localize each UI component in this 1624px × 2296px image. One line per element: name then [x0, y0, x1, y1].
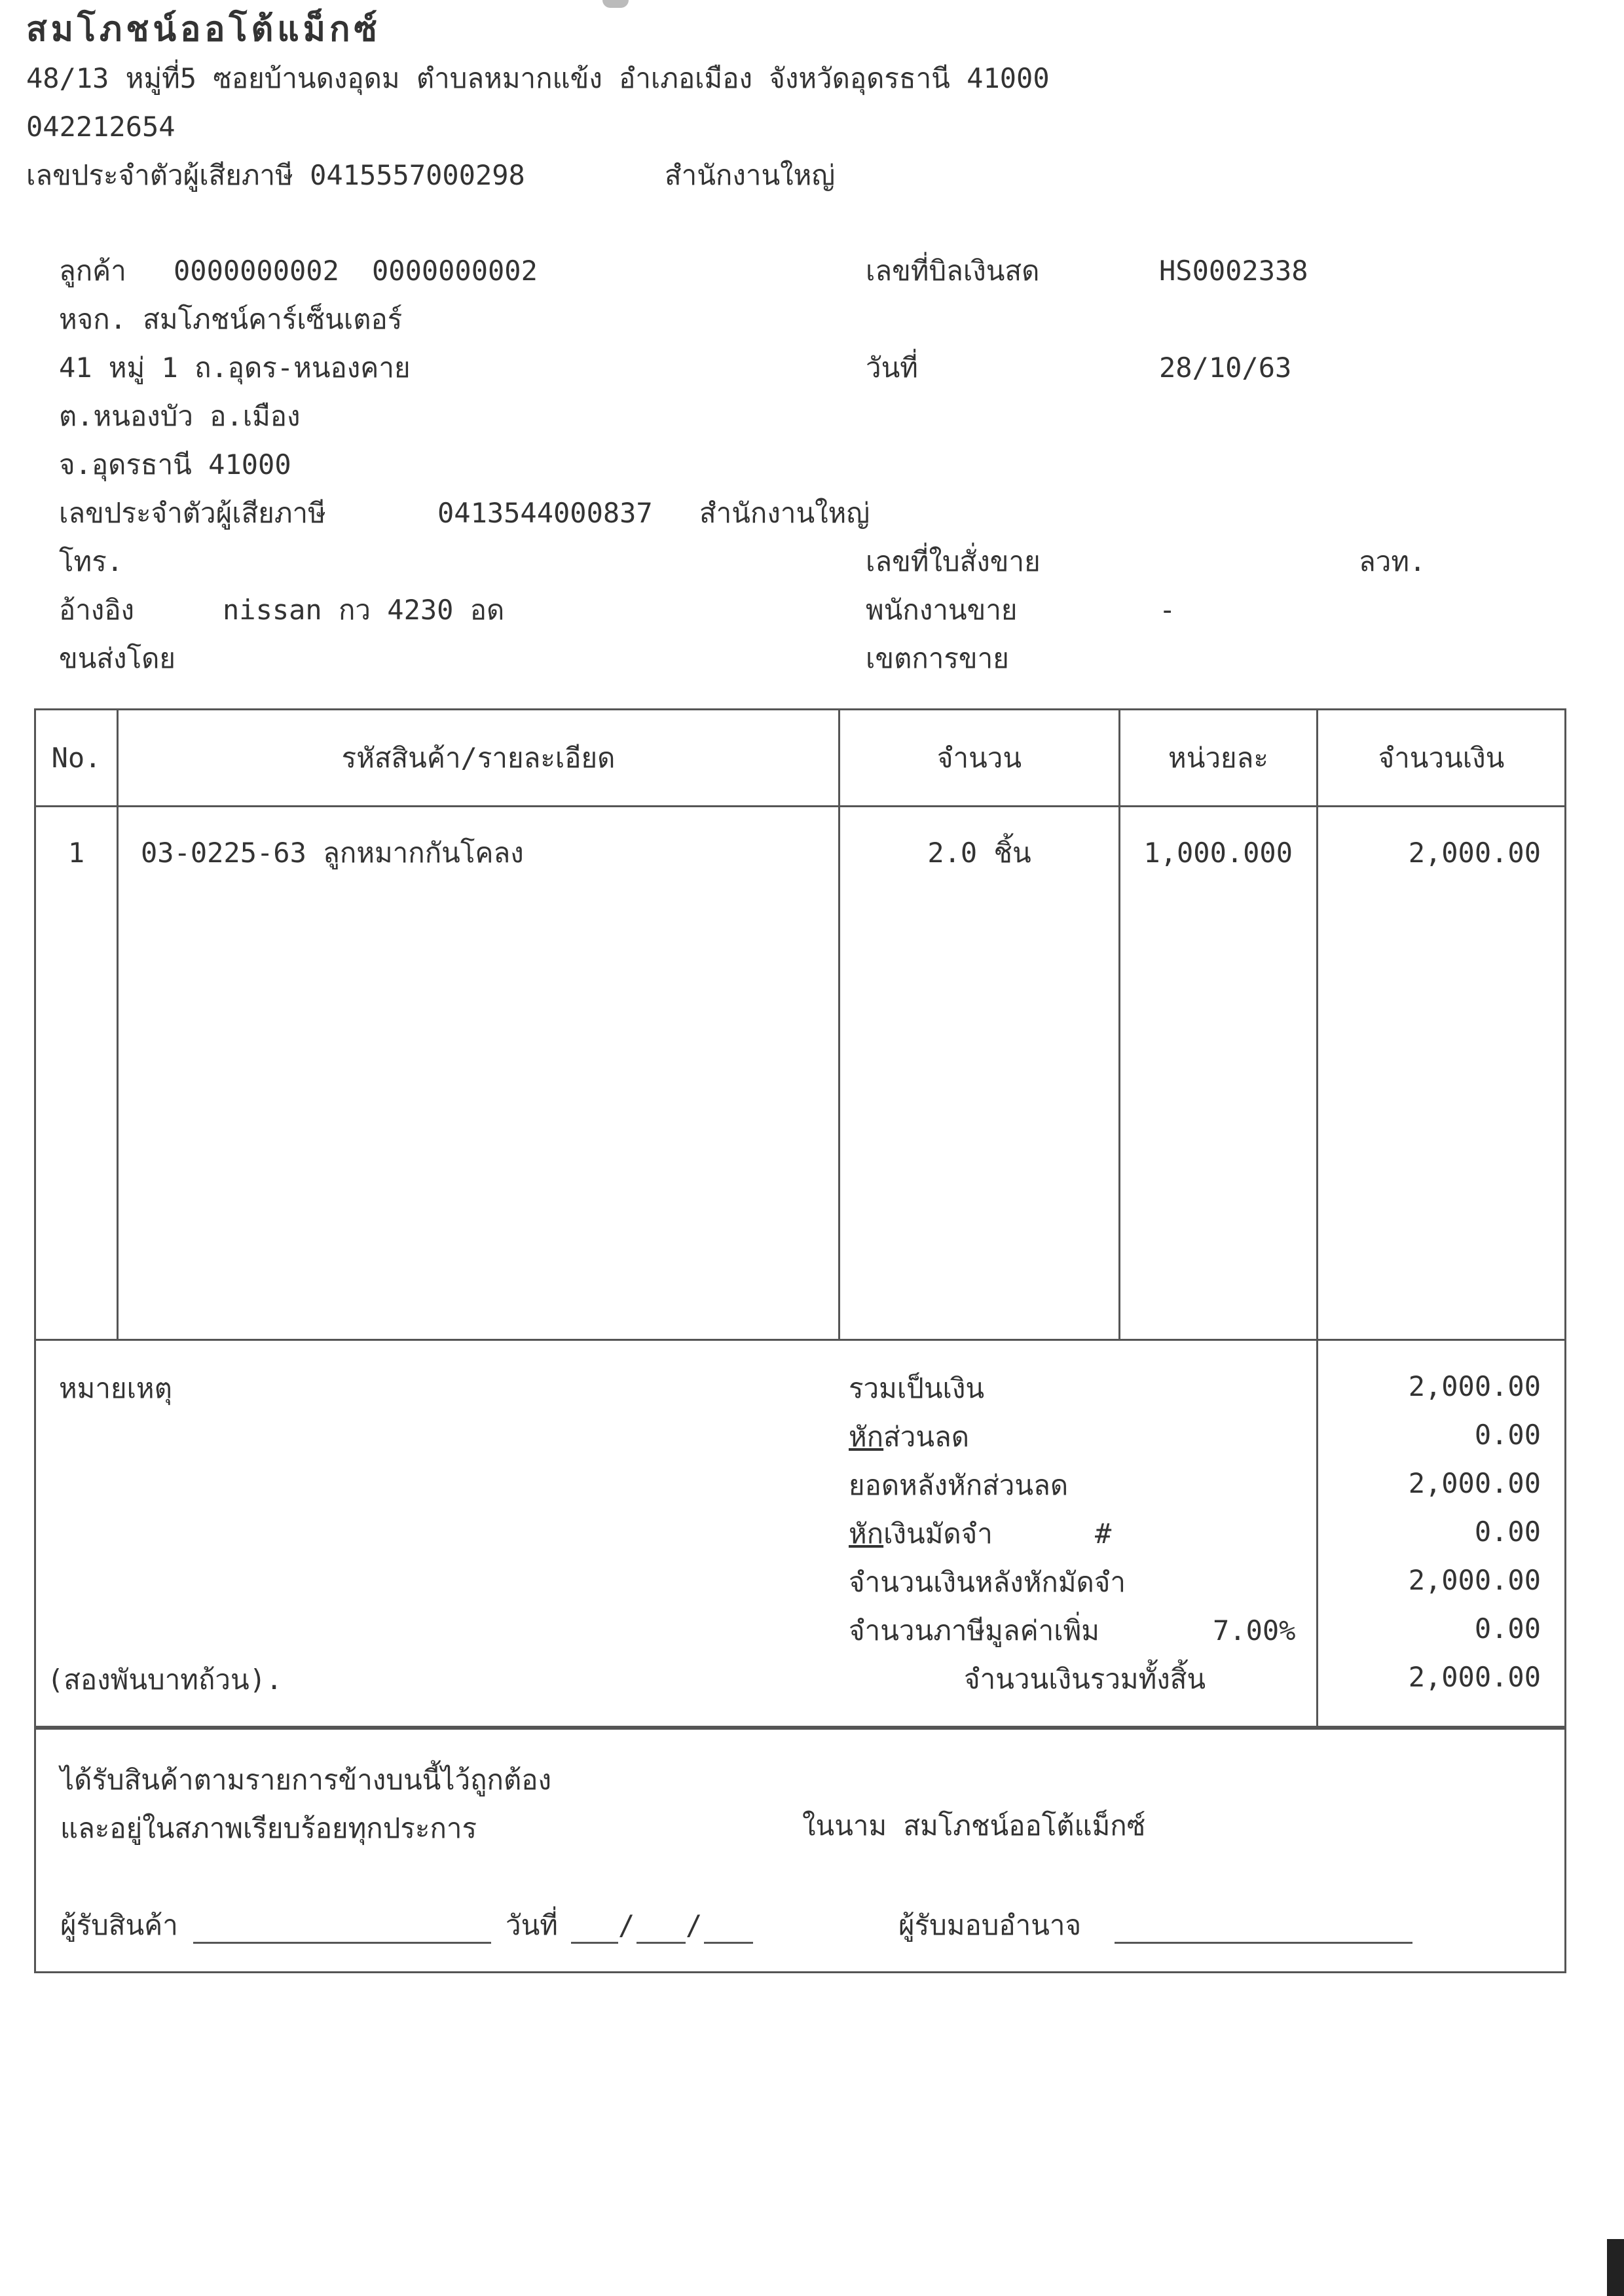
vat-value: 0.00	[1474, 1613, 1541, 1645]
deposit-value: 0.00	[1474, 1516, 1541, 1548]
discount-value: 0.00	[1474, 1419, 1541, 1451]
discount-label-text: ส่วนลด	[883, 1421, 970, 1453]
receive-date-day-line	[571, 1942, 618, 1944]
deposit-mark: #	[1095, 1518, 1112, 1550]
after-deposit-value: 2,000.00	[1408, 1564, 1541, 1596]
grand-total-label: จำนวนเงินรวมทั้งสิ้น	[964, 1663, 1206, 1695]
received-line-1: ได้รับสินค้าตามรายการข้างบนนี้ไว้ถูกต้อง	[60, 1764, 551, 1796]
sales-area-label: เขตการขาย	[866, 642, 1009, 674]
grand-total-value: 2,000.00	[1408, 1661, 1541, 1693]
receive-date-slash-2: /	[686, 1909, 703, 1941]
customer-branch: สำนักงานใหญ่	[699, 497, 870, 529]
table-row-description: 03-0225-63 ลูกหมากกันโคลง	[141, 837, 524, 869]
on-behalf-of: ในนาม สมโภชน์ออโต้แม็กซ์	[802, 1810, 1146, 1842]
col-divider-2	[838, 708, 840, 1339]
subtotal-value: 2,000.00	[1408, 1370, 1541, 1402]
customer-address-3: จ.อุดรธานี 41000	[59, 448, 291, 481]
customer-phone-label: โทร.	[59, 545, 124, 577]
receive-date-label: วันที่	[506, 1909, 558, 1941]
table-row-unit-price: 1,000.000	[1143, 837, 1293, 869]
deposit-label-deduct: หัก	[849, 1518, 884, 1550]
table-body-divider	[34, 1339, 1566, 1341]
company-address: 48/13 หมู่ที่5 ซอยบ้านดงอุดม ตำบลหมากแข้ง อำเภอเมือง จังหวัดอุดรธานี 41000	[26, 62, 1050, 94]
header-no: No.	[51, 742, 101, 774]
amount-in-words: (สองพันบาทถ้วน).	[47, 1664, 283, 1696]
received-line-2: และอยู่ในสภาพเรียบร้อยทุกประการ	[60, 1812, 477, 1844]
receiver-label: ผู้รับสินค้า	[60, 1909, 178, 1941]
vat-label: จำนวนภาษีมูลค่าเพิ่ม	[849, 1614, 1099, 1647]
after-deposit-label: จำนวนเงินหลังหักมัดจำ	[849, 1566, 1126, 1598]
company-branch: สำนักงานใหญ่	[665, 159, 836, 191]
bill-date-label: วันที่	[866, 352, 918, 384]
authorized-label: ผู้รับมอบอำนาจ	[898, 1909, 1082, 1941]
remark-label: หมายเหตุ	[59, 1372, 172, 1404]
sales-order-value: ลวท.	[1359, 545, 1426, 577]
table-row-quantity: 2.0 ชิ้น	[927, 837, 1031, 869]
salesperson-label: พนักงานขาย	[866, 594, 1018, 626]
scan-smudge	[602, 0, 629, 8]
authorized-signature-line	[1115, 1942, 1412, 1944]
table-header-divider	[34, 805, 1566, 807]
customer-code-2: 0000000002	[372, 255, 538, 287]
col-divider-1	[117, 708, 119, 1339]
company-tax-id: เลขประจำตัวผู้เสียภาษี 0415557000298	[26, 159, 525, 191]
sales-order-label: เลขที่ใบสั่งขาย	[866, 545, 1041, 577]
receive-date-month-line	[637, 1942, 686, 1944]
header-unit-price: หน่วยละ	[1168, 742, 1268, 774]
receive-date-slash-1: /	[618, 1909, 635, 1941]
company-name: สมโภชน์ออโต้แม็กซ์	[26, 10, 381, 49]
discount-label	[849, 1420, 969, 1454]
bill-no: HS0002338	[1159, 255, 1308, 287]
after-discount-label: ยอดหลังหักส่วนลด	[849, 1469, 1069, 1501]
receiver-signature-line	[193, 1942, 491, 1944]
vat-rate: 7.00%	[1213, 1614, 1296, 1647]
customer-label: ลูกค้า	[59, 255, 126, 287]
table-row-amount: 2,000.00	[1408, 837, 1541, 869]
header-amount: จำนวนเงิน	[1378, 742, 1505, 774]
subtotal-label: รวมเป็นเงิน	[849, 1372, 985, 1404]
customer-tax-id: 0413544000837	[437, 497, 653, 529]
deposit-label	[849, 1517, 993, 1551]
salesperson-value: -	[1159, 594, 1176, 626]
deposit-label-text: เงินมัดจำ	[883, 1518, 993, 1550]
customer-address-1: 41 หมู่ 1 ถ.อุดร-หนองคาย	[59, 352, 411, 384]
table-row-no: 1	[67, 837, 85, 869]
customer-ref-label: อ้างอิง	[59, 594, 135, 626]
customer-code-1: 0000000002	[174, 255, 339, 287]
scan-edge-mark	[1607, 2239, 1624, 2296]
after-discount-value: 2,000.00	[1408, 1467, 1541, 1499]
col-divider-3	[1118, 708, 1120, 1339]
bill-date: 28/10/63	[1159, 352, 1292, 384]
customer-ref-value: nissan กว 4230 อด	[223, 594, 505, 626]
customer-tax-label: เลขประจำตัวผู้เสียภาษี	[59, 497, 326, 529]
customer-name: หจก. สมโภชน์คาร์เซ็นเตอร์	[59, 303, 403, 335]
customer-ship-label: ขนส่งโดย	[59, 642, 176, 674]
company-phone: 042212654	[26, 111, 175, 143]
discount-label-deduct: หัก	[849, 1421, 884, 1453]
header-quantity: จำนวน	[936, 742, 1022, 774]
customer-address-2: ต.หนองบัว อ.เมือง	[59, 400, 301, 432]
bill-no-label: เลขที่บิลเงินสด	[866, 255, 1040, 287]
header-description: รหัสสินค้า/รายละเอียด	[341, 742, 616, 774]
receive-date-year-line	[704, 1942, 753, 1944]
